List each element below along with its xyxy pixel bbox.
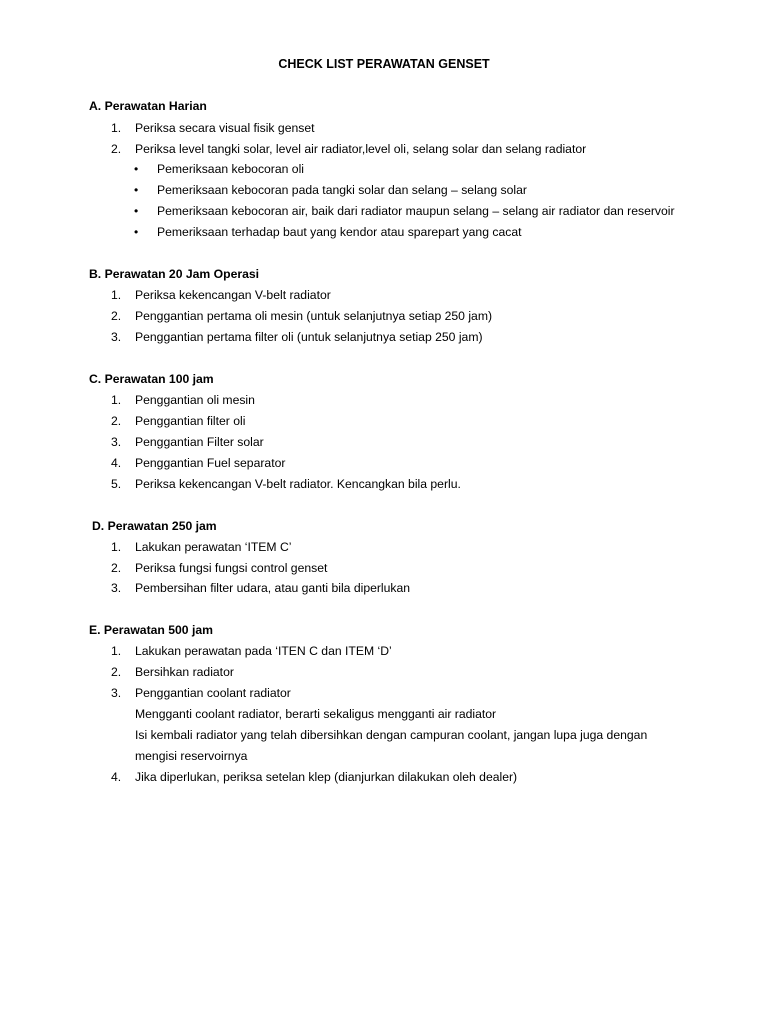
section-e-heading: E. Perawatan 500 jam bbox=[89, 623, 213, 637]
list-item-number: 3. bbox=[111, 686, 122, 700]
list-item-number: 4. bbox=[111, 456, 122, 470]
list-item-number: 1. bbox=[111, 393, 122, 407]
list-item-text: Periksa level tangki solar, level air radiator,level oli, selang solar dan selang radiator bbox=[135, 142, 587, 156]
list-item-text: Lakukan perawatan pada ‘ITEN C dan ITEM ‘D’ bbox=[135, 644, 392, 658]
list-item-text: Penggantian Filter solar bbox=[135, 435, 264, 449]
list-item-number: 2. bbox=[111, 561, 122, 575]
list-item-text: Lakukan perawatan ‘ITEM C’ bbox=[135, 540, 292, 554]
list-item-text: Periksa kekencangan V-belt radiator. Kencangkan bila perlu. bbox=[135, 477, 461, 491]
list-item-number: 3. bbox=[111, 435, 122, 449]
note-text: mengisi reservoirnya bbox=[135, 749, 248, 763]
list-item-text: Jika diperlukan, periksa setelan klep (dianjurkan dilakukan oleh dealer) bbox=[135, 770, 518, 784]
list-item-number: 1. bbox=[111, 644, 122, 658]
list-item-number: 2. bbox=[111, 665, 122, 679]
document-title: CHECK LIST PERAWATAN GENSET bbox=[278, 57, 490, 71]
list-item-number: 1. bbox=[111, 121, 122, 135]
list-item-number: 2. bbox=[111, 309, 122, 323]
bullet-item-text: Pemeriksaan kebocoran pada tangki solar dan selang – selang solar bbox=[157, 183, 527, 197]
section-b-heading: B. Perawatan 20 Jam Operasi bbox=[89, 267, 260, 281]
list-item-text: Pembersihan filter udara, atau ganti bila diperlukan bbox=[135, 581, 411, 595]
list-item-text: Periksa secara visual fisik genset bbox=[135, 121, 315, 135]
list-item-text: Penggantian pertama oli mesin (untuk selanjutnya setiap 250 jam) bbox=[135, 309, 493, 323]
bullet-icon bbox=[134, 182, 138, 198]
section-c-heading: C. Perawatan 100 jam bbox=[89, 372, 214, 386]
list-item-text: Penggantian filter oli bbox=[135, 414, 246, 428]
list-item-number: 4. bbox=[111, 770, 122, 784]
list-item-text: Bersihkan radiator bbox=[135, 665, 234, 679]
list-item-number: 3. bbox=[111, 330, 122, 344]
list-item-number: 2. bbox=[111, 142, 122, 156]
bullet-icon bbox=[134, 224, 138, 240]
list-item-text: Periksa kekencangan V-belt radiator bbox=[135, 288, 331, 302]
list-item-number: 3. bbox=[111, 581, 122, 595]
list-item-number: 1. bbox=[111, 288, 122, 302]
list-item-number: 2. bbox=[111, 414, 122, 428]
list-item-number: 5. bbox=[111, 477, 122, 491]
note-text: Isi kembali radiator yang telah dibersihkan dengan campuran coolant, jangan lupa juga dengan bbox=[135, 728, 648, 742]
list-item-text: Penggantian coolant radiator bbox=[135, 686, 291, 700]
section-a-heading: A. Perawatan Harian bbox=[89, 99, 207, 113]
bullet-item-text: Pemeriksaan terhadap baut yang kendor atau sparepart yang cacat bbox=[157, 225, 522, 239]
list-item-text: Penggantian oli mesin bbox=[135, 393, 255, 407]
bullet-item-text: Pemeriksaan kebocoran oli bbox=[157, 162, 305, 176]
list-item-text: Penggantian Fuel separator bbox=[135, 456, 286, 470]
section-d-heading: D. Perawatan 250 jam bbox=[92, 519, 217, 533]
list-item-number: 1. bbox=[111, 540, 122, 554]
bullet-icon bbox=[134, 203, 138, 219]
bullet-icon bbox=[134, 161, 138, 177]
list-item-text: Periksa fungsi fungsi control genset bbox=[135, 561, 328, 575]
bullet-item-text: Pemeriksaan kebocoran air, baik dari radiator maupun selang – selang air radiator dan reservoir bbox=[157, 204, 675, 218]
list-item-text: Penggantian pertama filter oli (untuk selanjutnya setiap 250 jam) bbox=[135, 330, 483, 344]
note-text: Mengganti coolant radiator, berarti sekaligus mengganti air radiator bbox=[135, 707, 497, 721]
